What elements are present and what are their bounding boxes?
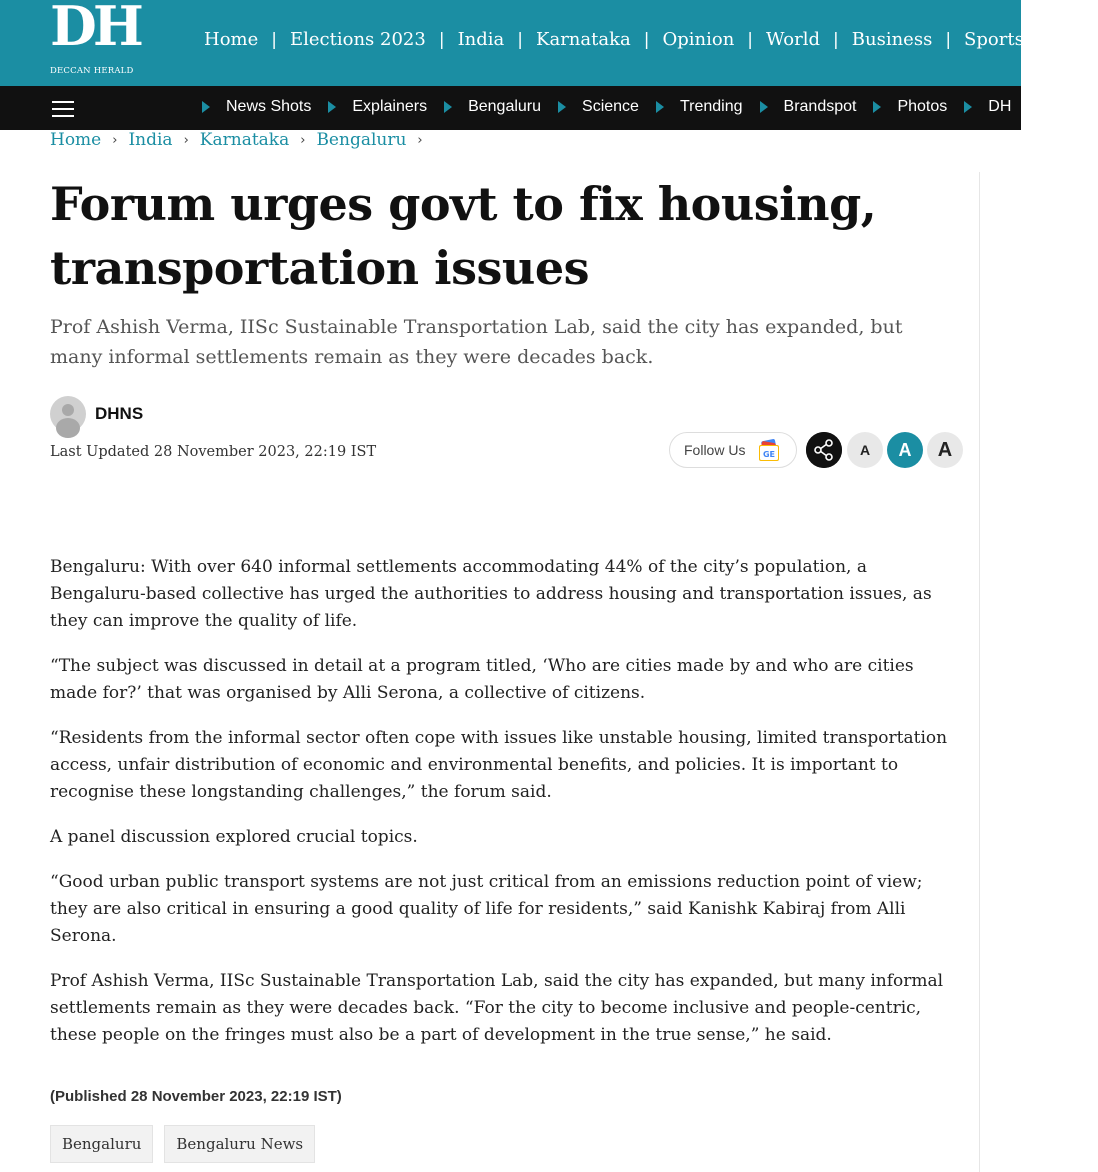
author-name[interactable]: DHNS bbox=[95, 404, 144, 423]
logo-mark: DH bbox=[50, 0, 140, 58]
subnav-science[interactable] bbox=[558, 98, 639, 116]
follow-us-label: Follow Us bbox=[684, 442, 746, 458]
triangle-right-icon bbox=[760, 101, 768, 113]
secondary-nav-bar bbox=[0, 86, 1021, 130]
triangle-right-icon bbox=[964, 101, 972, 113]
chevron-right-icon: › bbox=[112, 132, 118, 148]
nav-world[interactable]: World bbox=[766, 29, 821, 50]
subnav-label: Explainers bbox=[352, 98, 428, 115]
nav-elections[interactable]: Elections 2023 bbox=[290, 29, 426, 50]
triangle-right-icon bbox=[558, 101, 566, 113]
subnav-label: DH bbox=[988, 98, 1012, 115]
nav-separator: | bbox=[747, 29, 754, 50]
article-paragraph: “The subject was discussed in detail at a program titled, ‘Who are cities made by and who are cities made for?’ that was organised by Alli Serona, a collective of citizens. bbox=[50, 656, 914, 703]
triangle-right-icon bbox=[328, 101, 336, 113]
site-logo[interactable] bbox=[50, 0, 140, 80]
font-size-medium-button[interactable]: A bbox=[887, 432, 923, 468]
subnav-bengaluru[interactable] bbox=[444, 98, 541, 116]
sidebar-divider bbox=[979, 172, 980, 1172]
breadcrumb-bengaluru[interactable]: Bengaluru bbox=[316, 130, 407, 150]
nav-sports[interactable]: Sports bbox=[964, 29, 1024, 50]
nav-separator: | bbox=[438, 29, 445, 50]
svg-text:GE: GE bbox=[762, 450, 776, 459]
share-icon[interactable] bbox=[806, 432, 842, 468]
subnav-label: Science bbox=[582, 98, 639, 115]
logo-subtitle: DECCAN HERALD bbox=[50, 66, 134, 76]
nav-home[interactable]: Home bbox=[204, 29, 259, 50]
font-size-small-button[interactable]: A bbox=[847, 432, 883, 468]
nav-karnataka[interactable]: Karnataka bbox=[536, 29, 631, 50]
nav-business[interactable]: Business bbox=[851, 29, 933, 50]
nav-separator: | bbox=[271, 29, 277, 50]
nav-separator: | bbox=[833, 29, 839, 50]
breadcrumb bbox=[50, 130, 434, 150]
breadcrumb-home[interactable]: Home bbox=[50, 130, 102, 150]
article-paragraph: A panel discussion explored crucial topics. bbox=[50, 827, 418, 847]
article-summary: Prof Ashish Verma, IISc Sustainable Transportation Lab, said the city has expanded, but many informal settlements remain as they were decades back. bbox=[50, 316, 903, 368]
secondary-nav bbox=[202, 98, 1028, 116]
nav-opinion[interactable]: Opinion bbox=[662, 29, 735, 50]
subnav-news-shots[interactable] bbox=[202, 98, 311, 116]
triangle-right-icon bbox=[444, 101, 452, 113]
follow-us-button[interactable] bbox=[669, 432, 797, 468]
article-tags bbox=[50, 1125, 326, 1163]
google-news-icon bbox=[757, 440, 781, 462]
subnav-trending[interactable] bbox=[656, 98, 743, 116]
nav-separator: | bbox=[517, 29, 524, 50]
subnav-label: Brandspot bbox=[783, 98, 857, 115]
nav-india[interactable]: India bbox=[457, 29, 505, 50]
nav-separator: | bbox=[1036, 29, 1043, 50]
subnav-brandspot[interactable] bbox=[760, 98, 857, 116]
subnav-photos[interactable] bbox=[873, 98, 947, 116]
font-size-large-button[interactable]: A bbox=[927, 432, 963, 468]
triangle-right-icon bbox=[202, 101, 210, 113]
nav-separator: | bbox=[643, 29, 650, 50]
article-paragraph: “Residents from the informal sector often cope with issues like unstable housing, limited transportation access, unfair distribution of economic and environmental benefits, and policies. It is important to recognise these longstanding challenges,” the forum said. bbox=[50, 728, 948, 802]
chevron-right-icon: › bbox=[417, 132, 423, 148]
hamburger-menu-icon[interactable] bbox=[52, 101, 74, 117]
site-header bbox=[0, 0, 1098, 86]
published-date: (Published 28 November 2023, 22:19 IST) bbox=[50, 1088, 342, 1105]
subnav-dh[interactable] bbox=[964, 98, 1011, 116]
tag-bengaluru-news[interactable]: Bengaluru News bbox=[164, 1125, 315, 1163]
subnav-label: Bengaluru bbox=[468, 98, 542, 115]
subnav-label: Trending bbox=[679, 98, 743, 115]
subnav-label: News Shots bbox=[226, 98, 312, 115]
article-paragraph: Prof Ashish Verma, IISc Sustainable Transportation Lab, said the city has expanded, but many informal settlements remain as they were decades back. “For the city to become inclusive and people-centric, these people on the fringes must also be a part of development in the true sense,” he said. bbox=[50, 971, 944, 1045]
nav-separator: | bbox=[945, 29, 952, 50]
chevron-right-icon: › bbox=[300, 132, 306, 148]
tag-bengaluru[interactable]: Bengaluru bbox=[50, 1125, 153, 1163]
last-updated: Last Updated 28 November 2023, 22:19 IST bbox=[50, 444, 377, 460]
subnav-explainers[interactable] bbox=[328, 98, 427, 116]
triangle-right-icon bbox=[873, 101, 881, 113]
triangle-right-icon bbox=[656, 101, 664, 113]
primary-nav bbox=[204, 29, 1098, 50]
article-paragraph: “Good urban public transport systems are not just critical from an emissions reduction point of view; they are also critical in ensuring a good quality of life for residents,” said Kanishk Kabiraj from Alli Serona. bbox=[50, 872, 923, 946]
article-paragraph: Bengaluru: With over 640 informal settlements accommodating 44% of the city’s population, a Bengaluru-based collective has urged the authorities to address housing and transportation issues, as they can improve the quality of life. bbox=[50, 557, 932, 631]
chevron-right-icon: › bbox=[183, 132, 189, 148]
article-body bbox=[50, 554, 962, 1067]
breadcrumb-india[interactable]: India bbox=[128, 130, 173, 150]
article-headline: Forum urges govt to fix housing, transportation issues bbox=[50, 177, 877, 295]
nav-entertainment[interactable]: Ente bbox=[1055, 29, 1098, 50]
subnav-label: Photos bbox=[897, 98, 948, 115]
author-avatar bbox=[50, 396, 86, 432]
breadcrumb-karnataka[interactable]: Karnataka bbox=[199, 130, 290, 150]
